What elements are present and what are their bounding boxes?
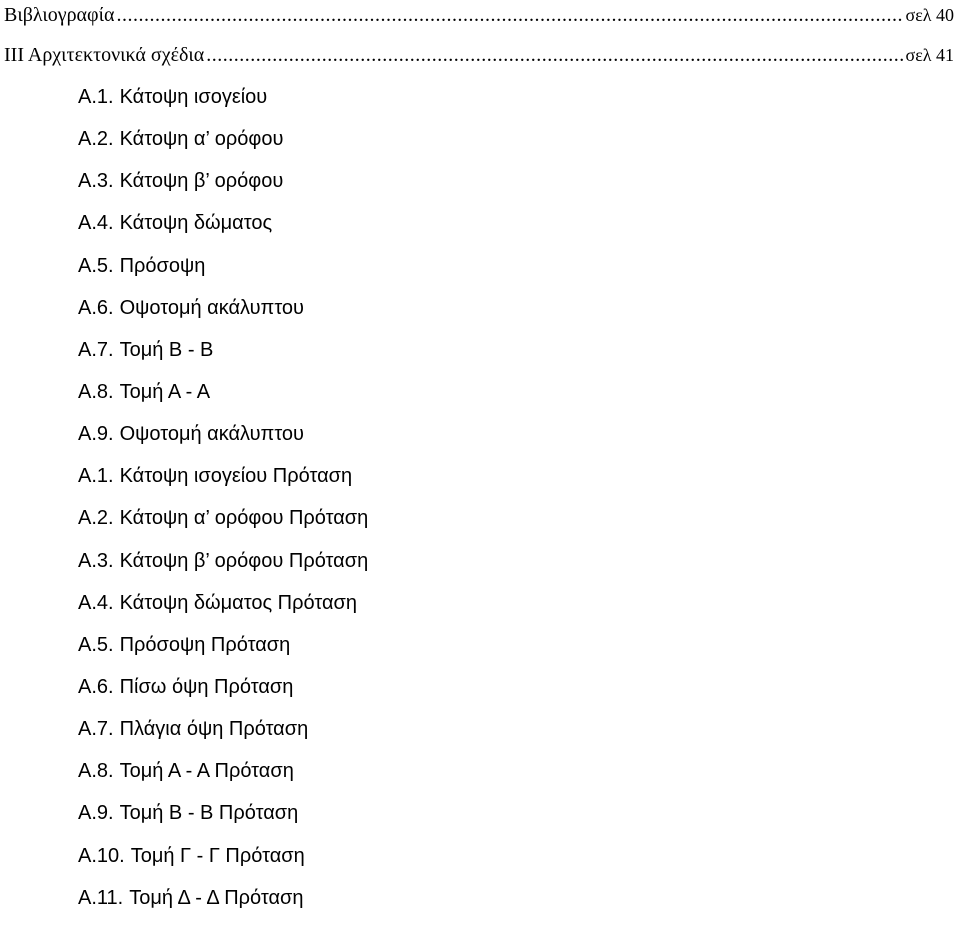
list-item[interactable] <box>78 756 368 798</box>
list-item-number: Α.8. <box>78 760 114 783</box>
list-item-title: Τομή Α - Α <box>119 380 211 403</box>
list-item-number: Α.10. <box>78 844 125 867</box>
list-item[interactable] <box>78 461 368 503</box>
list-item[interactable] <box>78 672 368 714</box>
list-item-number: Α.7. <box>78 718 114 741</box>
list-item-number: Α.5. <box>78 254 114 277</box>
list-item-title: Κάτοψη α’ ορόφου Πρόταση <box>119 507 369 530</box>
list-item-number: Α.2. <box>78 128 114 151</box>
toc-entry-title: ΙΙΙ Αρχιτεκτονικά σχέδια <box>4 44 205 66</box>
list-item-title: Οψοτομή ακάλυπτου <box>119 423 304 446</box>
list-item[interactable] <box>78 546 368 588</box>
list-item[interactable] <box>78 841 368 883</box>
list-item-title: Οψοτομή ακάλυπτου <box>119 296 304 319</box>
list-item[interactable] <box>78 377 368 419</box>
list-item-number: Α.1. <box>78 465 114 488</box>
list-item-number: Α.1. <box>78 86 114 108</box>
list-item[interactable] <box>78 419 368 461</box>
list-item-number: Α.3. <box>78 549 114 572</box>
list-item-title: Τομή Γ - Γ Πρόταση <box>130 844 305 867</box>
toc-entry-bibliography[interactable] <box>4 0 954 30</box>
list-item-number: Α.2. <box>78 507 114 530</box>
list-item-title: Πρόσοψη Πρόταση <box>119 633 291 656</box>
list-item-number: Α.6. <box>78 296 114 319</box>
list-item-title: Κάτοψη ισογείου Πρόταση <box>119 465 353 488</box>
dot-leader <box>116 0 903 30</box>
list-item-title: Πρόσοψη <box>119 254 206 277</box>
list-item[interactable] <box>78 82 368 124</box>
list-item-title: Πίσω όψη Πρόταση <box>119 675 294 698</box>
list-item-number: Α.4. <box>78 591 114 614</box>
list-item-number: Α.7. <box>78 338 114 361</box>
list-item[interactable] <box>78 293 368 335</box>
list-item-number: Α.3. <box>78 170 114 193</box>
list-item[interactable] <box>78 798 368 840</box>
dot-leader <box>206 40 903 70</box>
list-item-title: Κάτοψη δώματος <box>119 212 273 235</box>
list-item[interactable] <box>78 714 368 756</box>
list-item-title: Κάτοψη α’ ορόφου <box>119 128 284 151</box>
toc-entry-page: σελ 41 <box>905 45 954 65</box>
list-item-title: Πλάγια όψη Πρόταση <box>119 718 309 741</box>
list-item-number: Α.6. <box>78 675 114 698</box>
list-item[interactable] <box>78 251 368 293</box>
list-item-number: Α.9. <box>78 802 114 825</box>
list-item[interactable] <box>78 630 368 672</box>
list-item-title: Κάτοψη β’ ορόφου <box>119 170 284 193</box>
list-item-number: Α.5. <box>78 633 114 656</box>
list-item[interactable] <box>78 883 368 925</box>
list-item[interactable] <box>78 335 368 377</box>
list-item-title: Κάτοψη δώματος Πρόταση <box>119 591 357 614</box>
list-item[interactable] <box>78 166 368 208</box>
list-item[interactable] <box>78 208 368 250</box>
toc-entry-page: σελ 40 <box>905 5 954 25</box>
toc-entry-architectural-drawings[interactable] <box>4 40 954 70</box>
drawings-list <box>78 82 368 925</box>
list-item[interactable] <box>78 588 368 630</box>
list-item-number: Α.4. <box>78 212 114 235</box>
list-item-number: Α.11. <box>78 886 124 909</box>
list-item-title: Τομή Β - Β Πρόταση <box>119 802 299 825</box>
list-item-title: Τομή Δ - Δ Πρόταση <box>129 886 304 909</box>
list-item-title: Κάτοψη β’ ορόφου Πρόταση <box>119 549 369 572</box>
list-item-number: Α.8. <box>78 380 114 403</box>
list-item[interactable] <box>78 503 368 545</box>
list-item-title: Τομή Β - Β <box>119 338 214 361</box>
toc-entry-title: Βιβλιογραφία <box>4 4 115 26</box>
list-item-title: Κάτοψη ισογείου <box>119 86 268 108</box>
list-item[interactable] <box>78 124 368 166</box>
list-item-title: Τομή Α - Α Πρόταση <box>119 760 294 783</box>
list-item-number: Α.9. <box>78 423 114 446</box>
